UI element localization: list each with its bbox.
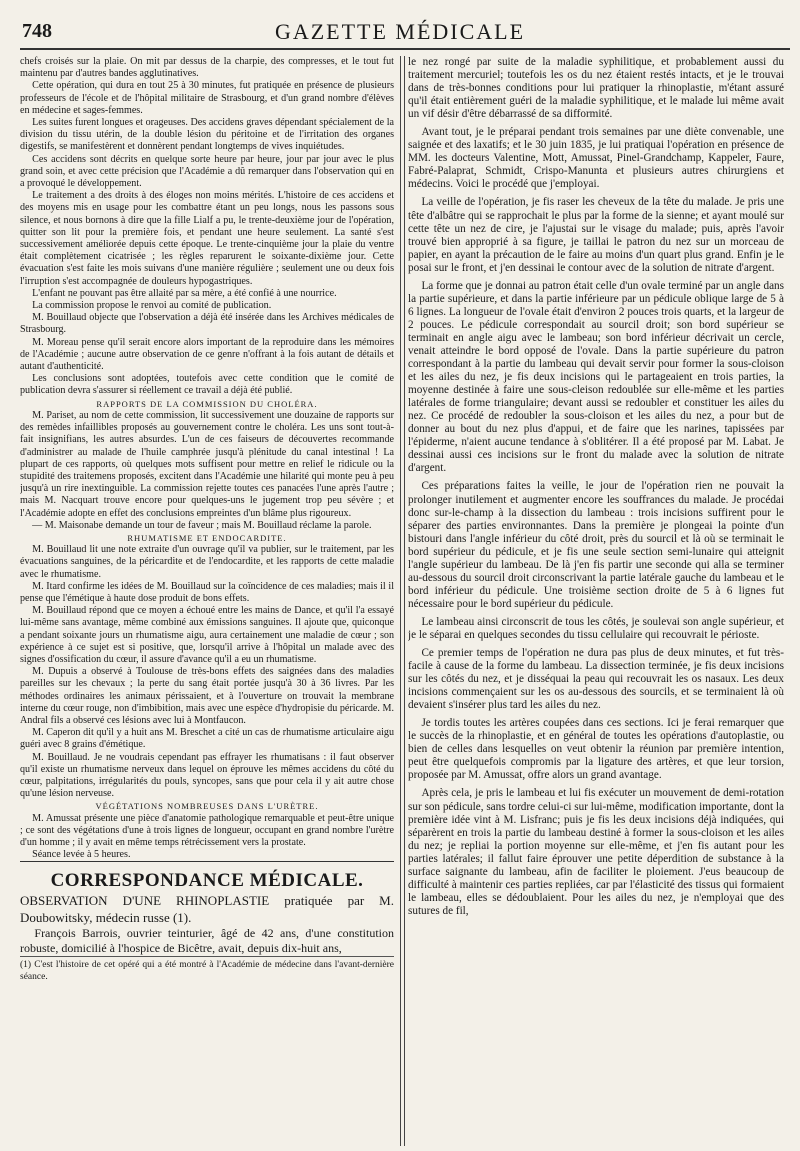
paragraph: Ces accidens sont décrits en quelque sorte heure par heure, jour par jour avec le plus grand soin, et avec cette précision que l'Académie a dû remarquer dans l'observation qui en a provoqué le développement. (20, 153, 394, 190)
paragraph: Séance levée à 5 heures. (32, 849, 131, 861)
paragraph: Les conclusions sont adoptées, toutefois avec cette condition que le comité de publication devra s'assurer si réellement ce travail a déjà été publié. (20, 373, 394, 397)
section-heading-cholera: RAPPORTS DE LA COMMISSION DU CHOLÉRA. (96, 398, 318, 409)
paragraph: L'enfant ne pouvant pas être allaité par sa mère, a été confié à une nourrice. (32, 287, 337, 299)
left-column (20, 56, 394, 1146)
paragraph: La forme que je donnai au patron était celle d'un ovale terminé par un angle dans la partie supérieure, et dans la partie inférieure par un pédicule oblique large de 5 à 6 lignes. La longueur de l'ovale était d'environ 2 pouces trois quarts, et la largeur de 2 pouces. Le pédicule correspondait au sourcil droit; son bord supérieur se terminait en angle aigu avec le lambeau; son bord inférieur décrivait un cercle, venait atteindre le bord opposé de l'ovale. Dans la partie supérieure du patron correspondant à la partie du lambeau qui devait servir pour former la sous-cloison et les ailes du nez, je fis deux incisions qui le partageaient en trois parties, la moyenne destinée à faire une sous-cleison redoublée sur elle-même et les parties latérales de forme triangulaire; devant aussi se redoubler et constituer les ailes du nez. Ce procédé de redoubler la sous-cloison et les ailes du nez, a pour but de donner au bout du nez plus d'appui, et de faire que les narines, tapissées par l'épiderme, n'aient aucune tendance à s'oblitérer. Il a été proposé par M. Labat. Je dessinai aussi ces incisions sur le front du malade avec la solution de nitrate d'argent. (408, 279, 784, 475)
paragraph: Après cela, je pris le lambeau et lui fis exécuter un mouvement de demi-rotation sur son pédicule, sans tordre celui-ci sur lui-même, modification importante, dont la première idée vint à M. Lisfranc; puis je fis les deux incisions déjà indiquées, qui séparèrent en trois la partie du lambeau destiné à former la sous-cloison et les ailes du nez; je repliai la portion moyenne sur elle-même, et j'en fis autant pour les parties latérales; il fallut faire éprouver une petite déperdition de substance à la surface saignante du lambeau, afin de faciliter le ploiement. J'eus beaucoup de difficulté à maintenir ces parties repliées, car par l'élasticité des tissus qui formaient le lambeau, elles se dédoublaient. Pour les ailes du nez, je n'employai que des sutures de fil, (408, 787, 784, 917)
section-heading-uretre: VÉGÉTATIONS NOMBREUSES DANS L'URÈTRE. (95, 801, 319, 812)
paragraph: M. Bouillaud lit une note extraite d'un ouvrage qu'il va publier, sur le traitement, par les évacuations sanguines, de la péricardite et de l'endocardite, et les rapports de cette maladie avec le rhumatisme. (20, 544, 394, 580)
paragraph: M. Itard confirme les idées de M. Bouillaud sur la coïncidence de ces maladies; mais il il pense que l'émétique à haute dose produit de bons effets. (20, 580, 394, 604)
paragraph: Le traitement a des droits à des éloges non moins mérités. L'histoire de ces accidens et des moyens mis en usage pour les combattre étant un peu longs, nous les passons sous silence, et nous bornons à dire que la fille Lialf a pu, le trente-deuxième jour de l'opération, quitter son lit pour la première fois, et pendant une heure seulement. La santé s'est successivement améliorée depuis cette époque. Le trente-cinquième jour la plaie du ventre était complètement cicatrisée ; les règles reparurent le soixante-dixième jour. Cette évacuation s'est faite les mois suivans d'une manière régulière ; seulement une ou deux fois l'irruption s'est accompagnée de douleurs hypogastriques. (20, 190, 394, 287)
footnote: (1) C'est l'histoire de cet opéré qui a été montré à l'Académie de médecine dans l'avant-dernière séance. (20, 956, 394, 983)
observation-subtitle: OBSERVATION D'UNE RHINOPLASTIE pratiquée par M. Doubowitsky, médecin russe (1). (20, 893, 394, 926)
paragraph: Cette opération, qui dura en tout 25 à 30 minutes, fut pratiquée en présence de plusieurs professeurs de l'école et de l'hôpital militaire de Strasbourg, et d'un grand nombre d'élèves en médecine et sages-femmes. (20, 80, 394, 116)
page-header (0, 0, 800, 44)
paragraph: M. Dupuis a observé à Toulouse de très-bons effets des saignées dans des maladies pareilles sur les chevaux ; la perte du sang était portée jusqu'à 30 à 36 livres. Par les méthodes ordinaires les animaux périssaient, et à l'ouverture on trouvait la membrane interne du cœur rouge, non d'imbibition, mais avec une espèce d'hydropisie du péricarde. M. Andral fils a observé ces lésions avec lui à Montfaucon. (20, 666, 394, 726)
page-number: 748 (22, 20, 52, 42)
paragraph: chefs croisés sur la plaie. On mit par dessus de la charpie, des compresses, et le tout fut maintenu par d'autres bandes agglutinatives. (20, 56, 394, 80)
paragraph: M. Caperon dit qu'il y a huit ans M. Breschet a cité un cas de rhumatisme articulaire aigu guéri avec 8 grains d'émétique. (20, 727, 394, 751)
column-divider (400, 56, 405, 1146)
paragraph: Les suites furent longues et orageuses. Des accidens graves dépendant spécialement de la division du tissu utérin, de la double lésion du péritoine et de l'irritation des organes digestifs, se manifestèrent et donnèrent pendant longtemps de vives inquiétudes. (20, 117, 394, 153)
paragraph: Ces préparations faites la veille, le jour de l'opération rien ne pouvait la prolonger inutilement et augmenter encore les souffrances du malade. Je procédai donc sur-le-champ à la dissection du lambeau : trois incisions suffirent pour le séparer des parties environnantes. Dans la première je plongeai la pointe d'un bistouri dans l'angle inférieur du côté droit, près du sourcil et là où se terminait le bord supérieur du pédicule, et je fis une seule section semi-lunaire qui atteignit l'angle supérieur du lambeau. De là j'en fis partir une seconde qui alla se terminer au-dessous du sourcil droit circonscrivant la partie latérale gauche du lambeau et le bord inférieur du pédicule. Une troisième section droite de 5 à 6 lignes fut nécessaire pour le bord supérieur du pédicule. (408, 480, 784, 610)
header-rule (20, 48, 790, 50)
paragraph: La commission propose le renvoi au comité de publication. (32, 300, 272, 312)
paragraph: M. Pariset, au nom de cette commission, lit successivement une douzaine de rapports sur des remèdes infaillibles proposés au gouvernement contre le choléra. Les uns sont tout-à-fait insignifians, les autres absurdes. L'un de ces faiseurs de découvertes recommande d'administrer au malade de l'huile camphrée jusqu'à plénitude du canal intestinal ! La plupart de ces rapports, où quelques mots suffisent pour mettre en relief le ridicule ou la stupidité des traitemens proposés, excitent dans l'Académie une hilarité qui monte peu à peu jusqu'à un rire inextinguible. La commission rejette toutes ces panacées l'une après l'autre ; mais M. Nacquart trouve encore pour quelques-uns le jugement trop peu sévère ; et l'Académie adopte en effet des conclusions empreintes d'un blâme plus rigoureux. (20, 409, 394, 519)
paragraph: M. Amussat présente une pièce d'anatomie pathologique remarquable et peut-être unique ; ce sont des végétations d'une à trois lignes de longueur, occupant en grand nombre l'urètre d'un homme ; il y avait en même temps rétrécissement vers la prostate. (20, 812, 394, 848)
paragraph: Avant tout, je le préparai pendant trois semaines par une diète convenable, une saignée et des laxatifs; et le 30 juin 1835, je lui pratiquai l'opération en présence de MM. les docteurs Valentine, Mott, Amussat, Pinel-Grandchamp, Kappeler, Faure, Fabré-Palaprat, Schmidt, Crispo-Manunta et plusieurs autres chirurgiens et médecins. Voici le procédé que j'employai. (408, 126, 784, 191)
paragraph: M. Bouillaud. Je ne voudrais cependant pas effrayer les rhumatisans : il faut observer qu'il existe un rhumatisme nerveux dans lequel on éprouve les mêmes accidens du côté du cœur, palpitations, irrégularités du pouls, syncopes, sans que pour cela il y ait autre chose qu'une lésion nerveuse. (20, 751, 394, 800)
paragraph: La veille de l'opération, je fis raser les cheveux de la tête du malade. Je pris une tête d'albâtre qui se rapprochait le plus par la forme de la sienne; et ayant moulé sur cette tête un nez de cire, je l'ajustai sur le visage du malade; puis, après l'avoir trouvé bien approprié à sa figure, je taillai le patron du nez sur un morceau de papier, en ayant la précaution de le faire au moins d'un quart plus grand. Enfin je le posai sur le front, et j'en dessinai le contour avec de la solution de nitrate d'argent. (408, 196, 784, 274)
right-column (408, 56, 784, 1146)
section-heading-rhumatisme: RHUMATISME ET ENDOCARDITE. (127, 532, 287, 543)
paragraph: Je tordis toutes les artères coupées dans ces sections. Ici je ferai remarquer que le succès de la rhinoplastie, et en général de toutes les opérations d'autoplastie, ou bien de celles dans lesquelles on veut obtenir la réunion par première intention, peut être quelquefois compromis par la ligature des artères, et que leur torsion, proposée par M. Amussat, offre alors un grand avantage. (408, 717, 784, 782)
paragraph: François Barrois, ouvrier teinturier, âgé de 42 ans, d'une constitution robuste, domicilié à l'hospice de Bicêtre, avait, depuis dix-huit ans, (20, 926, 394, 956)
paragraph: M. Moreau pense qu'il serait encore alors important de la reproduire dans les mémoires de l'Académie ; aucune autre observation de ce genre n'offrant à la fois autant de détails et autant d'authenticité. (20, 336, 394, 373)
paragraph: Ce premier temps de l'opération ne dura pas plus de deux minutes, et fut très-facile à cause de la forme du lambeau. La dissection terminée, je fis deux incisions sur les côtés du nez, et je disséquai la peau qui recouvrait les os nasaux. Les deux incisions commençaient sur les os au-dessous des sourcils, et se terminaient là où devaient s'insérer plus tard les ailes du nez. (408, 647, 784, 712)
paragraph: Le lambeau ainsi circonscrit de tous les côtés, je soulevai son angle supérieur, et je le séparai en quelques secondes du tissu cellulaire qui recouvrait le périoste. (408, 615, 784, 641)
journal-title: GAZETTE MÉDICALE (274, 19, 526, 44)
correspondance-title: CORRESPONDANCE MÉDICALE. (20, 861, 394, 892)
paragraph: le nez rongé par suite de la maladie syphilitique, et probablement aussi du traitement mercuriel; toutefois les os du nez étaient restés intacts, et je le trouvai dans de très-bonnes conditions pour lui pratiquer la rhinoplastie, m'étant assuré qu'il était entièrement guéri de la maladie syphilitique, et le malade lui même avait un vif désir d'être débarrassé de sa difformité. (408, 56, 784, 121)
paragraph: M. Bouillaud objecte que l'observation a déjà été insérée dans les Archives médicales de Strasbourg. (20, 312, 394, 336)
paragraph: M. Bouillaud répond que ce moyen a échoué entre les mains de Dance, et qu'il l'a essayé lui-même sans avantage, même combiné aux émissions sanguines. Il ajoute que, quiconque a pendant soixante jours un rhumatisme aigu, aura certainement une maladie de cœur ; son expérience à ce sujet est si positive, que, lorsqu'il arrive à l'hôpital un malade avec des signes d'ossification du cœur, il assure d'avance qu'il a eu un rhumatisme. (20, 605, 394, 665)
paragraph: — M. Maisonabe demande un tour de faveur ; mais M. Bouillaud réclame la parole. (32, 519, 372, 531)
